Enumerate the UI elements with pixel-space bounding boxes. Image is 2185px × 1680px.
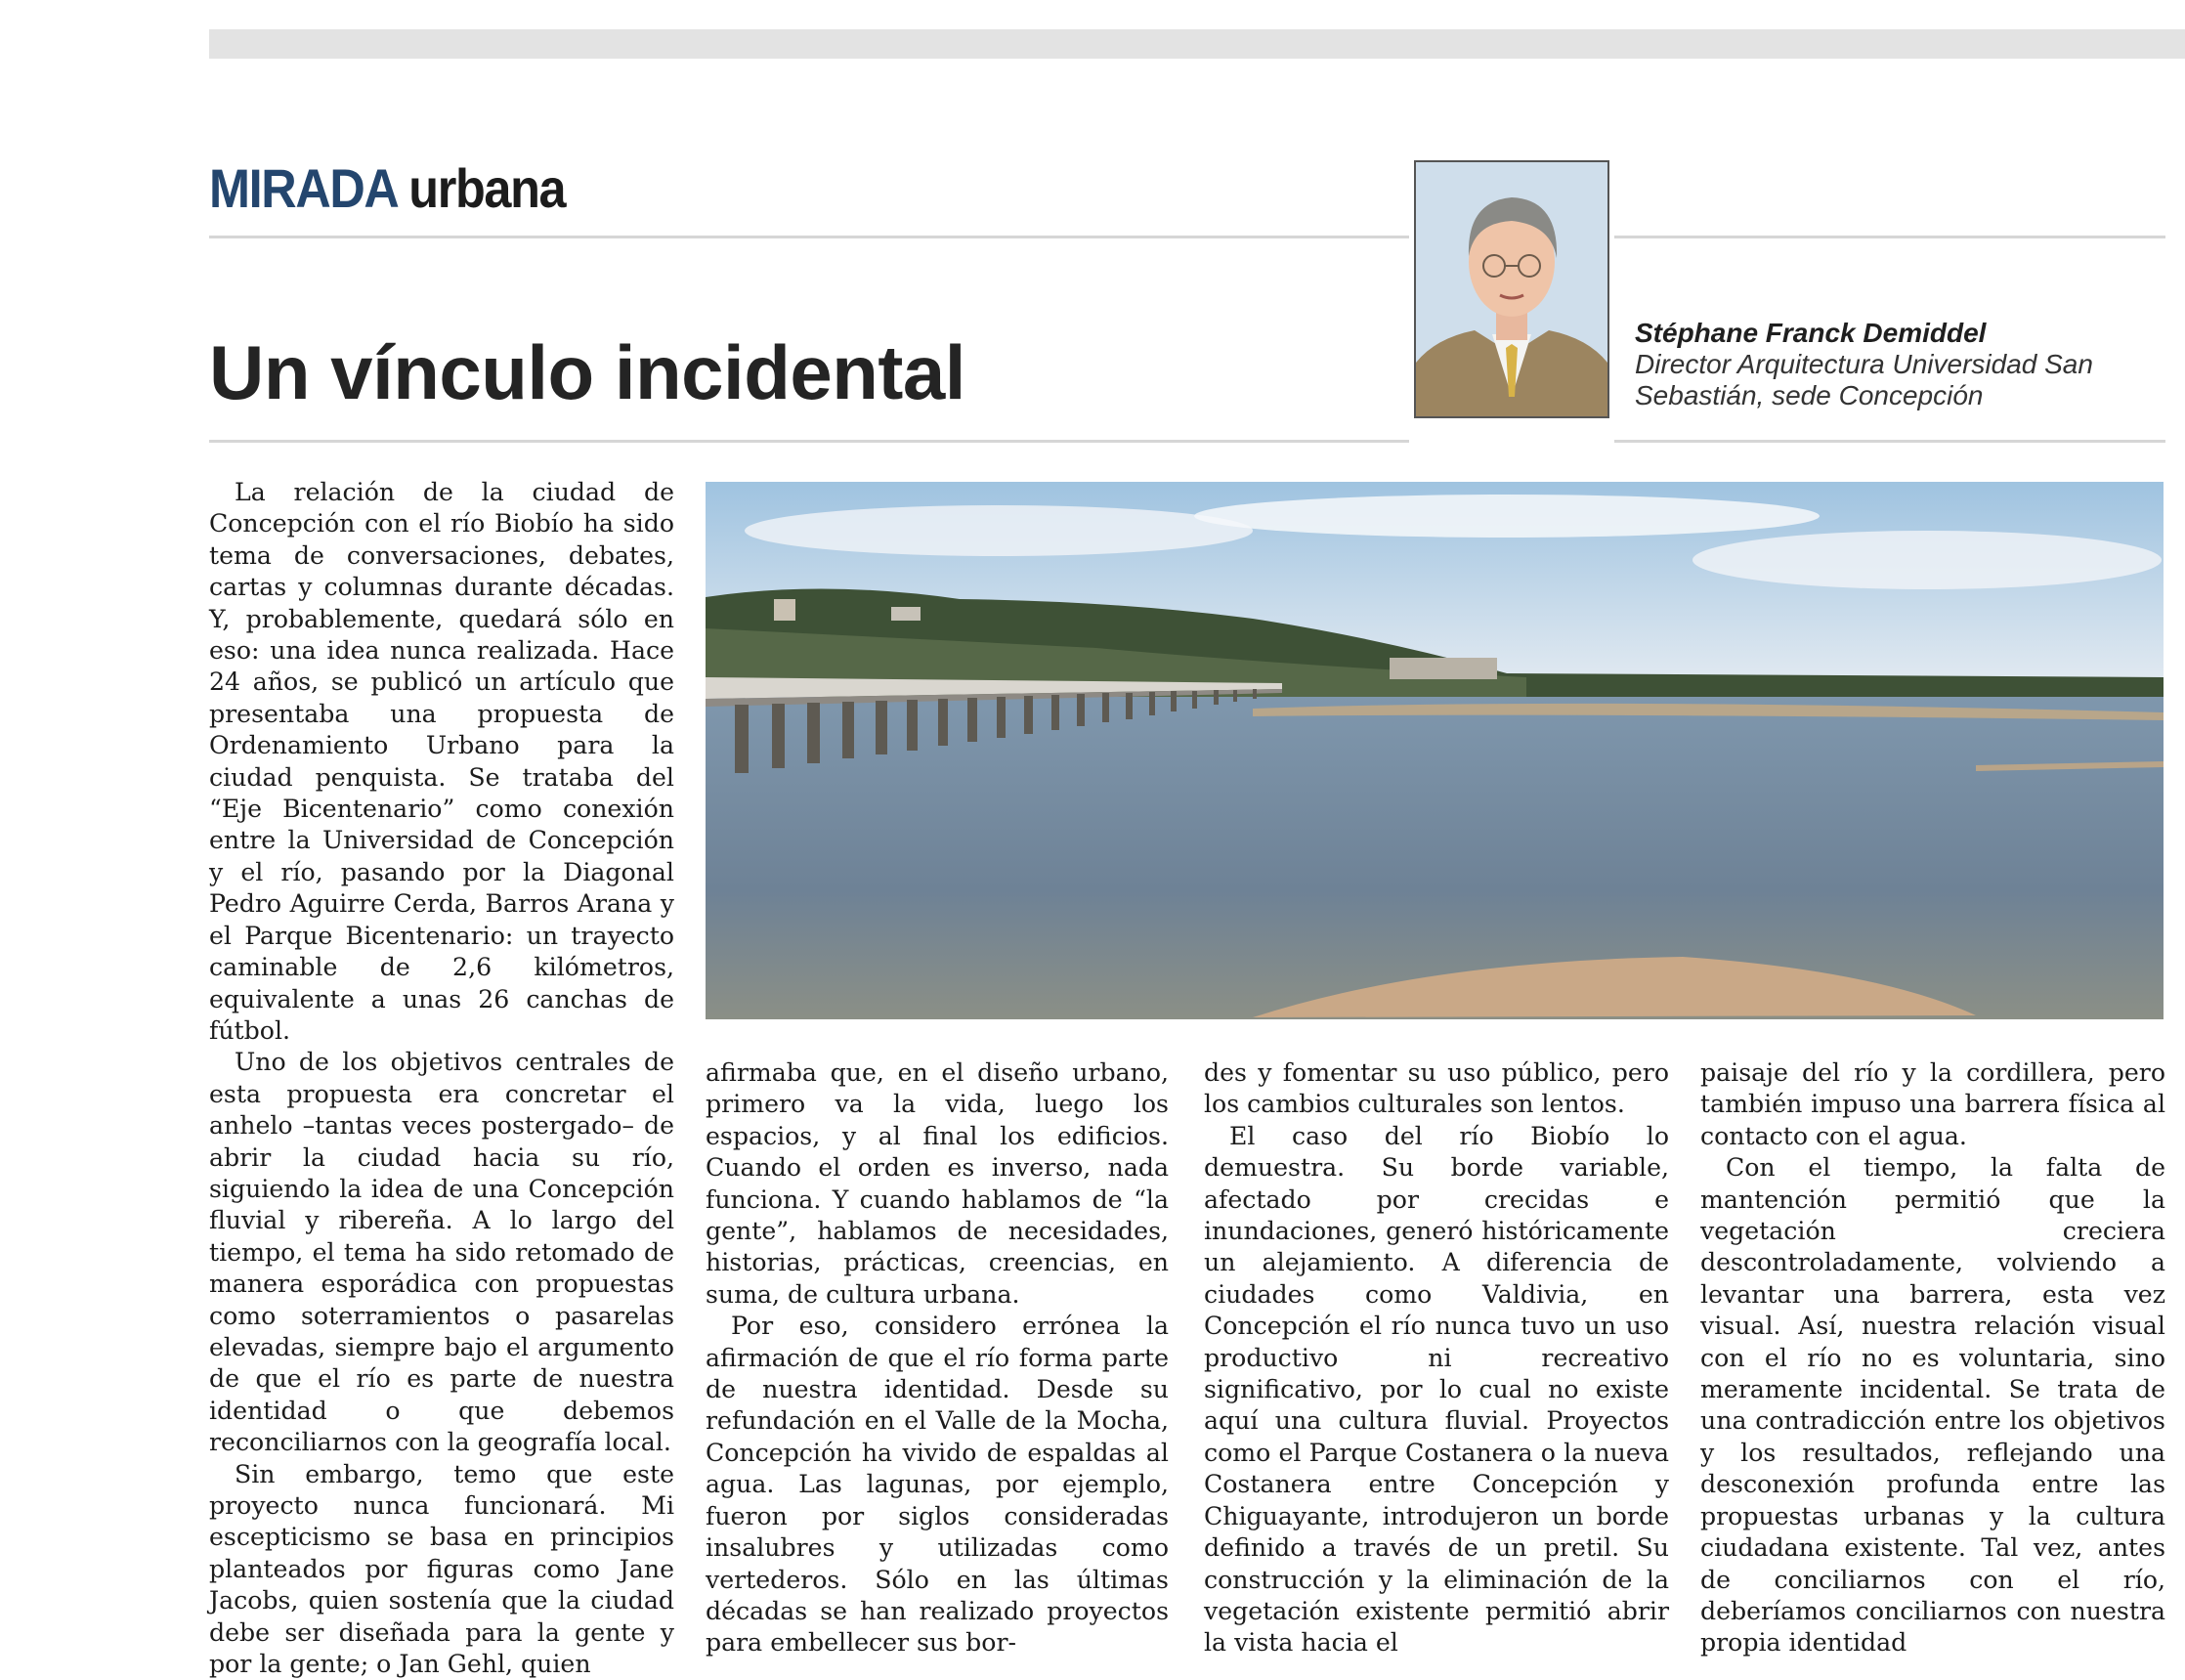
paragraph: El caso del río Biobío lo demuestra. Su borde variable, afectado por crecidas e inundaciones, generó históricamente un alejamiento. A diferencia de ciudades como Valdivia, en Concepción el río nunca tuvo un uso productivo ni recreativo significativo, por lo cual no existe aquí una cultura fluvial. Proyectos como el Parque Costanera o la nueva Costanera entre Concepción y Chiguayante, introdujeron un borde definido a través de un pretil. Su construcción y la eliminación de la vegetación existente permitió abrir la vista hacia el xyxy=(1204,1121,1669,1658)
section-word: urbana xyxy=(408,157,566,219)
paragraph: paisaje del río y la cordillera, pero también impuso una barrera física al contacto con el agua. xyxy=(1700,1058,2165,1150)
author-portrait xyxy=(1414,160,1609,418)
article-column-4 xyxy=(1700,1057,2165,1659)
top-gray-bar xyxy=(209,29,2185,59)
author-portrait-graphic xyxy=(1416,162,1607,416)
article-title: Un vínculo incidental xyxy=(209,329,965,415)
paragraph: Por eso, considero errónea la afirmación de que el río forma parte de nuestra identidad. Desde su refundación en el Valle de la Mocha, Concepción ha vivido de espaldas al agua. Las lagunas, por ejemplo, fueron por siglos consideradas insalubres y utilizadas como vertederos. Sólo en las últimas décadas se han realizado proyectos para embellecer sus bor- xyxy=(706,1312,1169,1658)
header-rule-left xyxy=(209,236,1409,238)
article-column-2 xyxy=(706,1057,1169,1659)
article-column-3 xyxy=(1204,1057,1669,1659)
paragraph: afirmaba que, en el diseño urbano, primero va la vida, luego los espacios, y al final los edificios. Cuando el orden es inverso, nada funciona. Y cuando hablamos de “la gente”, hablamos de necesidades, historias, prácticas, creencias, en suma, de cultura urbana. xyxy=(706,1058,1169,1309)
article-column-1 xyxy=(209,477,674,1680)
author-role: Director Arquitectura Universidad San Sebastián, sede Concepción xyxy=(1635,349,2093,410)
title-rule-right xyxy=(1614,440,2165,443)
river-bridge-illustration xyxy=(706,482,2164,1019)
section-kicker: MIRADA xyxy=(209,157,397,219)
paragraph: La relación de la ciudad de Concepción con el río Biobío ha sido tema de conversaciones, debates, cartas y columnas durante décadas. Y, probablemente, quedará sólo en eso: una idea nunca realizada. Hace 24 años, se publicó un artículo que presentaba una propuesta de Ordenamiento Urbano para la ciudad penquista. Se trataba del “Eje Bicentenario” como conexión entre la Universidad de Concepción y el río, pasando por la Diagonal Pedro Aguirre Cerda, Barros Arana y el Parque Bicentenario: un trayecto caminable de 2,6 kilómetros, equivalente a unas 26 canchas de fútbol. xyxy=(209,478,674,1045)
section-header xyxy=(209,156,565,220)
author-byline xyxy=(1635,318,2143,411)
paragraph: des y fomentar su uso público, pero los cambios culturales son lentos. xyxy=(1204,1058,1669,1119)
header-rule-right xyxy=(1614,236,2165,238)
title-rule-left xyxy=(209,440,1409,443)
paragraph: Uno de los objetivos centrales de esta propuesta era concretar el anhelo –tantas veces postergado– de abrir la ciudad hacia su río, siguiendo la idea de una Concepción fluvial y ribereña. A lo largo del tiempo, el tema ha sido retomado de manera esporádica con propuestas como soterramientos o pasarelas elevadas, siempre bajo el argumento de que el río es parte de nuestra identidad o que debemos reconciliarnos con la geografía local. xyxy=(209,1048,674,1457)
river-bridge-photo xyxy=(706,482,2164,1019)
author-name: Stéphane Franck Demiddel xyxy=(1635,318,1987,348)
paragraph: Sin embargo, temo que este proyecto nunca funcionará. Mi escepticismo se basa en principios planteados por figuras como Jane Jacobs, quien sostenía que la ciudad debe ser diseñada para la gente y por la gente; o Jan Gehl, quien xyxy=(209,1459,674,1679)
paragraph: Con el tiempo, la falta de mantención permitió que la vegetación creciera descontroladamente, volviendo a levantar una barrera, esta vez visual. Así, nuestra relación visual con el río no es voluntaria, sino meramente incidental. Se trata de una contradicción entre los objetivos y los resultados, reflejando una desconexión profunda entre las propuestas urbanas y la cultura ciudadana existente. Tal vez, antes de conciliarnos con el río, deberíamos conciliarnos con nuestra propia identidad xyxy=(1700,1153,2165,1658)
